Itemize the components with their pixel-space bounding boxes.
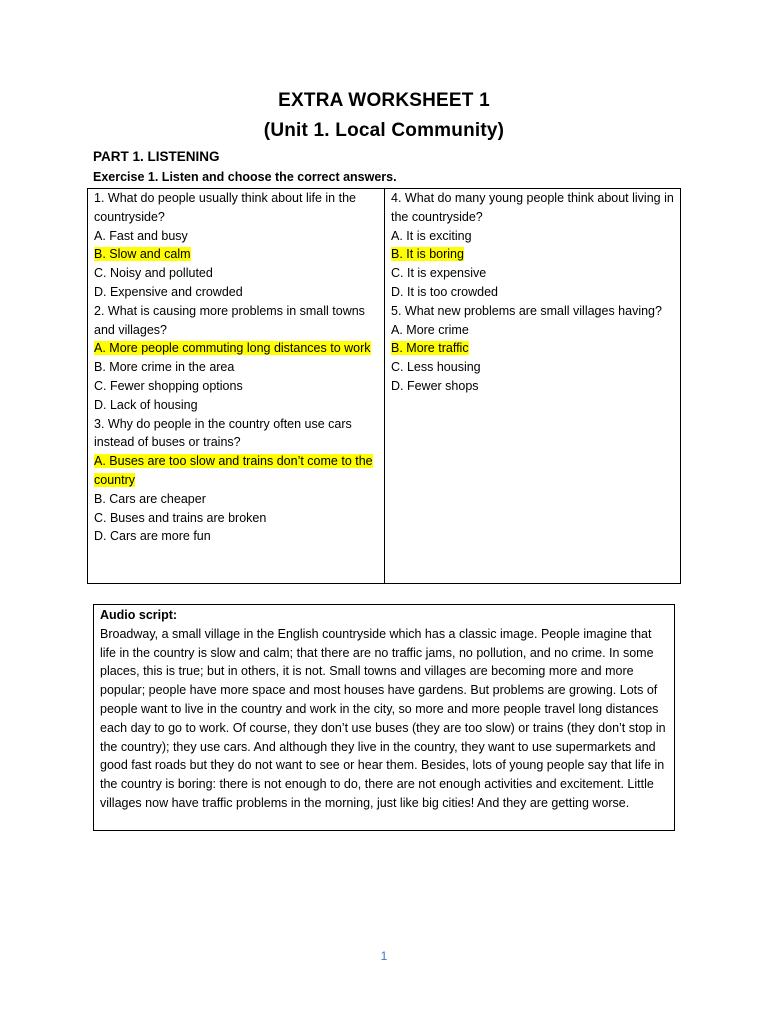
audio-script-box <box>93 604 675 831</box>
answer-option <box>94 452 378 490</box>
highlighted-answer: B. More traffic <box>391 341 469 356</box>
option-label: 5. What new problems are small villages having? <box>391 303 662 318</box>
answer-option <box>391 358 674 377</box>
questions-table <box>87 188 681 584</box>
answer-option <box>391 227 674 246</box>
answer-option <box>94 283 378 302</box>
answer-option <box>94 264 378 283</box>
worksheet-title: EXTRA WORKSHEET 1 <box>278 90 490 111</box>
question-text <box>94 415 378 453</box>
exercise-heading: Exercise 1. Listen and choose the correct answers. <box>93 170 397 184</box>
part-heading: PART 1. LISTENING <box>93 149 220 164</box>
highlighted-answer: B. It is boring <box>391 247 464 262</box>
worksheet-subtitle: (Unit 1. Local Community) <box>263 120 505 141</box>
answer-option <box>94 377 378 396</box>
option-label: 2. What is causing more problems in small towns and villages? <box>94 303 365 337</box>
option-label: B. Cars are cheaper <box>94 491 206 506</box>
option-label: C. Fewer shopping options <box>94 378 243 393</box>
question-text <box>94 302 378 340</box>
option-label: D. Fewer shops <box>391 378 479 393</box>
answer-option <box>94 245 378 264</box>
option-label: D. Lack of housing <box>94 397 198 412</box>
highlighted-answer: A. More people commuting long distances to work <box>94 341 371 356</box>
answer-option <box>391 283 674 302</box>
highlighted-answer: A. Buses are too slow and trains don’t come to the country <box>94 454 373 487</box>
option-label: 1. What do people usually think about life in the countryside? <box>94 191 356 224</box>
question-text <box>391 189 674 227</box>
audio-script-title: Audio script: <box>100 608 178 622</box>
answer-option <box>391 245 674 264</box>
option-label: A. More crime <box>391 322 469 337</box>
answer-option <box>391 321 674 340</box>
option-label: A. It is exciting <box>391 228 472 243</box>
answer-option <box>391 339 674 358</box>
answer-option <box>391 377 674 396</box>
answer-option <box>94 509 378 528</box>
option-label: A. Fast and busy <box>94 228 188 243</box>
answer-option <box>94 358 378 377</box>
highlighted-answer: B. Slow and calm <box>94 247 191 262</box>
option-label: D. Expensive and crowded <box>94 284 243 299</box>
option-label: B. More crime in the area <box>94 360 235 375</box>
option-label: C. Noisy and polluted <box>94 266 213 281</box>
answer-option <box>94 527 378 546</box>
question-text <box>391 302 674 321</box>
option-label: D. It is too crowded <box>391 284 498 299</box>
option-label: 3. Why do people in the country often use cars instead of buses or trains? <box>94 416 352 450</box>
questions-left-column <box>88 189 385 583</box>
answer-option <box>94 396 378 415</box>
option-label: C. Less housing <box>391 360 481 375</box>
audio-script-text: Broadway, a small village in the English countryside which has a classic image. People imagine that life in the country is slow and calm; that there are no traffic jams, no pollution, and no crime. In some places, this is true; but in others, it is not. Small towns and villages are becoming more and more popular; people have more space and most houses have gardens. But problems are growing. Lots of people want to live in the country and work in the city, so more and more people travel long distances each day to go to work. Of course, they don’t use buses (they are too slow) or trains (they don’t stop in the country); they use cars. And although they live in the country, they want to use supermarkets and good fast roads but they do not want to see or hear them. Besides, lots of young people say that life in the country is boring: there is not enough to do, there are not enough activities and excitement. Little villages now have traffic problems in the morning, just like big cities! And they are getting worse. <box>100 626 666 810</box>
answer-option <box>391 264 674 283</box>
question-text <box>94 189 378 227</box>
page-number: 1 <box>380 949 388 963</box>
option-label: 4. What do many young people think about living in the countryside? <box>391 191 674 224</box>
option-label: D. Cars are more fun <box>94 529 211 544</box>
questions-right-column <box>385 189 680 583</box>
option-label: C. Buses and trains are broken <box>94 510 267 525</box>
answer-option <box>94 339 378 358</box>
answer-option <box>94 490 378 509</box>
answer-option <box>94 227 378 246</box>
option-label: C. It is expensive <box>391 266 487 281</box>
